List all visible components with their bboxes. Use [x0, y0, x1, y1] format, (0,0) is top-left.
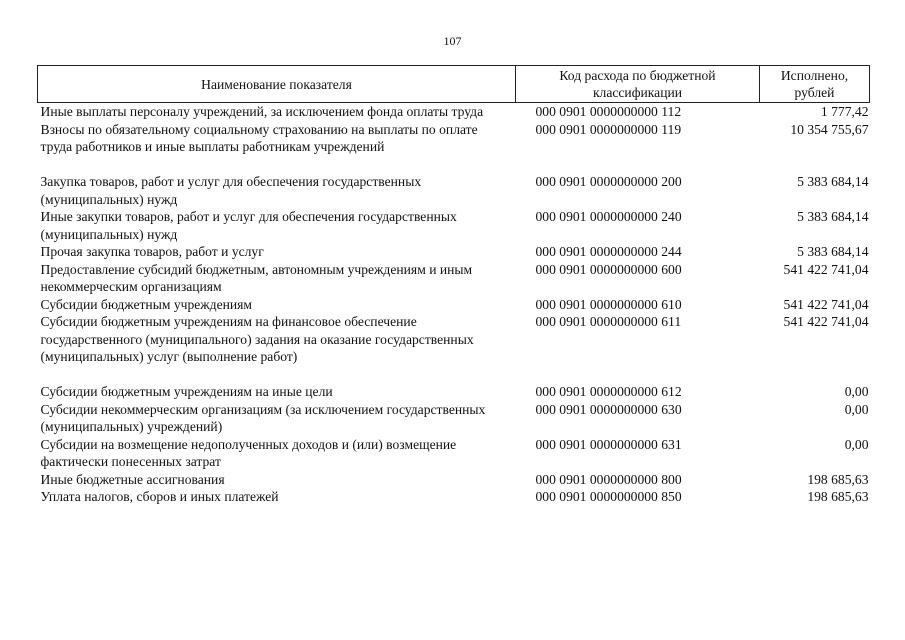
row-executed: 5 383 684,14 [797, 174, 869, 189]
row-code: 000 0901 0000000000 611 [535, 314, 682, 329]
row-name: Иные бюджетные ассигнования [40, 471, 225, 487]
header-name: Наименование показателя [38, 66, 516, 103]
row-name: Субсидии бюджетным учреждениям на иные цели [40, 384, 333, 399]
row-code: 000 0901 0000000000 119 [535, 121, 682, 137]
row-code: 000 0901 0000000000 244 [535, 244, 682, 259]
row-executed: 0,00 [844, 384, 869, 399]
table-row [38, 296, 870, 314]
row-code: 000 0901 0000000000 630 [535, 401, 682, 417]
row-executed: 5 383 684,14 [797, 209, 869, 224]
table-row [38, 383, 870, 401]
budget-execution-table [37, 65, 870, 506]
table-row [38, 103, 870, 121]
row-name: Субсидии бюджетным учреждениям на финансовое обеспечение государственного (муниципального) задания на оказание государственных (муниципальных) услуг (выполнение работ) [40, 314, 474, 364]
table-row [38, 436, 870, 471]
table-row [38, 121, 870, 174]
row-code: 000 0901 0000000000 850 [535, 489, 682, 504]
row-executed: 0,00 [844, 436, 869, 452]
row-code: 000 0901 0000000000 112 [535, 104, 682, 119]
table-body [38, 103, 870, 506]
row-name: Закупка товаров, работ и услуг для обеспечения государственных (муниципальных) нужд [40, 174, 422, 207]
row-code: 000 0901 0000000000 240 [535, 209, 682, 224]
row-executed: 10 354 755,67 [790, 121, 869, 137]
table-row [38, 401, 870, 436]
row-executed: 0,00 [844, 401, 869, 417]
row-executed: 541 422 741,04 [783, 296, 869, 312]
table-row [38, 261, 870, 296]
row-name: Прочая закупка товаров, работ и услуг [40, 244, 264, 259]
row-name: Иные выплаты персоналу учреждений, за исключением фонда оплаты труда [40, 104, 484, 119]
row-name: Субсидии на возмещение недополученных доходов и (или) возмещение фактически понесенных затрат [40, 436, 457, 469]
row-name: Взносы по обязательному социальному страхованию на выплаты по оплате труда работников и иные выплаты работникам учреждений [40, 121, 478, 154]
row-code: 000 0901 0000000000 600 [535, 261, 682, 277]
table-row [38, 243, 870, 261]
row-code: 000 0901 0000000000 610 [535, 296, 682, 312]
table-header [38, 66, 870, 103]
row-executed: 198 685,63 [807, 489, 869, 504]
row-name: Иные закупки товаров, работ и услуг для обеспечения государственных (муниципальных) нужд [40, 209, 457, 242]
row-executed: 1 777,42 [820, 104, 869, 119]
table-row [38, 173, 870, 208]
page-number: 107 [443, 34, 462, 48]
row-code: 000 0901 0000000000 800 [535, 471, 682, 487]
table-row [38, 208, 870, 243]
row-name: Предоставление субсидий бюджетным, автономным учреждениям и иным некоммерческим организациям [40, 261, 473, 294]
header-row [38, 66, 870, 103]
row-name: Уплата налогов, сборов и иных платежей [40, 489, 279, 504]
row-executed: 198 685,63 [807, 471, 869, 487]
row-executed: 541 422 741,04 [783, 314, 869, 329]
header-executed: Исполнено, рублей [760, 66, 870, 103]
row-code: 000 0901 0000000000 631 [535, 436, 682, 452]
header-code: Код расхода по бюджетной классификации [516, 66, 760, 103]
row-executed: 5 383 684,14 [797, 244, 869, 259]
table-row [38, 313, 870, 383]
table-row [38, 471, 870, 489]
row-name: Субсидии некоммерческим организациям (за исключением государственных (муниципальных) учреждений) [40, 401, 486, 434]
row-name: Субсидии бюджетным учреждениям [40, 296, 253, 312]
table-row [38, 488, 870, 506]
row-code: 000 0901 0000000000 200 [535, 174, 682, 189]
row-executed: 541 422 741,04 [783, 261, 869, 277]
row-code: 000 0901 0000000000 612 [535, 384, 682, 399]
